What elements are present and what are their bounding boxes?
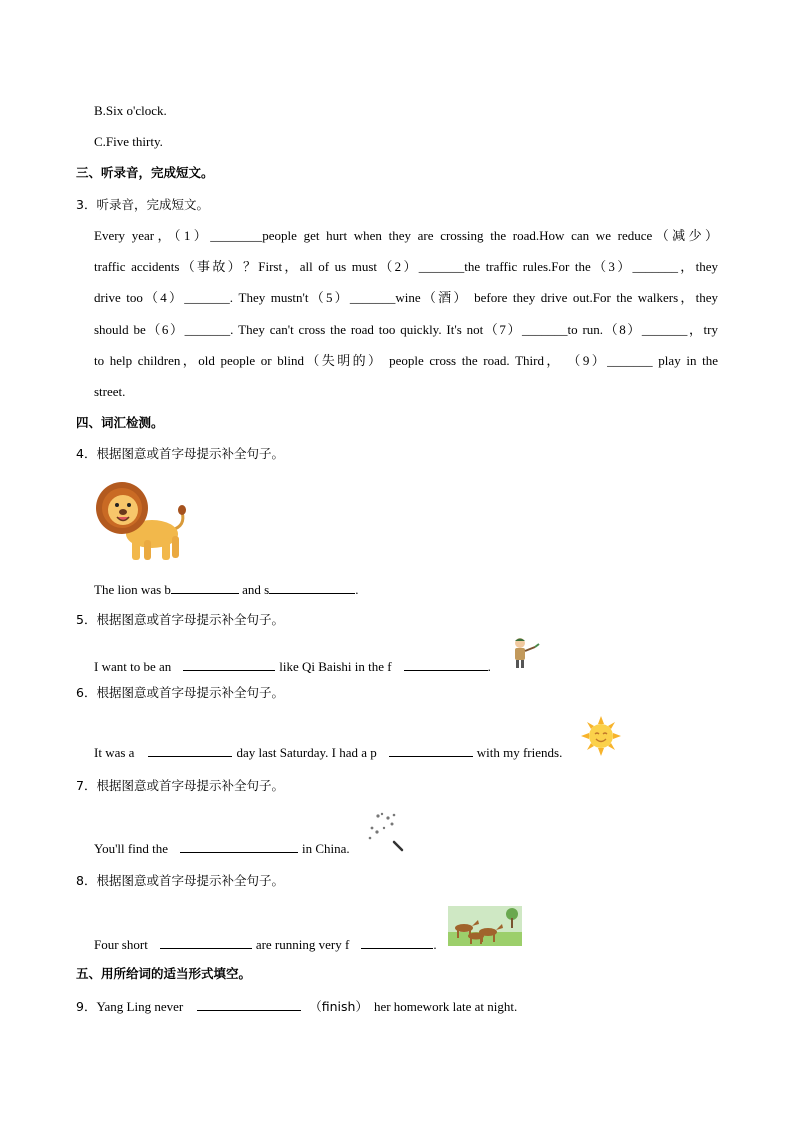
question-prompt: 根据图意或首字母提示补全句子。 (96, 685, 284, 700)
question-number: 4． (76, 446, 97, 461)
answer-blank[interactable] (160, 936, 252, 949)
horses-illustration (448, 906, 522, 946)
question-5 (76, 612, 284, 628)
question-7 (76, 778, 284, 794)
question-number: 7． (76, 778, 97, 793)
lion-illustration (94, 478, 194, 564)
painter-illustration (508, 636, 542, 670)
answer-blank[interactable] (269, 581, 355, 594)
question-8 (76, 873, 284, 889)
answer-blank[interactable] (180, 840, 298, 853)
question-number: 8． (76, 873, 97, 888)
question-3 (76, 197, 209, 213)
answer-blank[interactable] (404, 658, 488, 671)
passage-line-2: traffic accidents（事故）？First，all of us must（2）_______the traffic rules.For the（3）_______，they (94, 259, 718, 274)
passage-line-1: Every year，（1）________people get hurt when they are crossing the road.How can we reduce（减少） (94, 228, 718, 243)
passage-line-3: drive too（4）_______. They mustn't（5）_______wine（酒） before they drive out.For the walkers，they (94, 290, 718, 305)
question-7-sentence: You'll find the in China. (94, 841, 350, 856)
passage-line-6: street. (94, 384, 126, 399)
answer-blank[interactable] (389, 744, 473, 757)
question-4 (76, 446, 284, 462)
question-8-sentence: Four short are running very f . (94, 937, 437, 952)
question-5-sentence: I want to be an like Qi Baishi in the f . (94, 659, 491, 674)
answer-blank[interactable] (148, 744, 232, 757)
answer-blank[interactable] (171, 581, 239, 594)
answer-blank[interactable] (361, 936, 433, 949)
question-number: 6． (76, 685, 97, 700)
answer-blank[interactable] (197, 998, 301, 1011)
passage-line-5: to help children，old people or blind（失明的） people cross the road. Third， （9）_______ play in the (94, 353, 718, 368)
sun-illustration (581, 716, 621, 756)
question-prompt: 根据图意或首字母提示补全句子。 (96, 612, 284, 627)
question-prompt: 根据图意或首字母提示补全句子。 (96, 778, 284, 793)
option-b: B.Six o'clock. (94, 103, 167, 118)
question-prompt: 听录音，完成短文。 (96, 197, 209, 212)
question-prompt: 根据图意或首字母提示补全句子。 (96, 873, 284, 888)
section-4-heading: 四、词汇检测。 (76, 415, 164, 430)
section-5-heading: 五、用所给词的适当形式填空。 (76, 966, 252, 981)
question-4-sentence: The lion was b and s . (94, 582, 359, 597)
question-6-sentence: It was a day last Saturday. I had a p with my friends. (94, 745, 563, 760)
question-6 (76, 685, 284, 701)
question-number: 3． (76, 197, 97, 212)
question-prompt: 根据图意或首字母提示补全句子。 (96, 446, 284, 461)
option-c: C.Five thirty. (94, 134, 163, 149)
stars-illustration (364, 808, 408, 854)
passage-line-4: should be（6）_______. They can't cross the road too quickly. It's not（7）_______to run.（8）_______，try (94, 322, 718, 337)
section-3-heading: 三、听录音，完成短文。 (76, 165, 214, 180)
question-number: 9． (76, 999, 97, 1014)
answer-blank[interactable] (183, 658, 275, 671)
question-number: 5． (76, 612, 97, 627)
question-9: 9．Yang Ling never （finish） her homework late at night. (76, 999, 518, 1014)
